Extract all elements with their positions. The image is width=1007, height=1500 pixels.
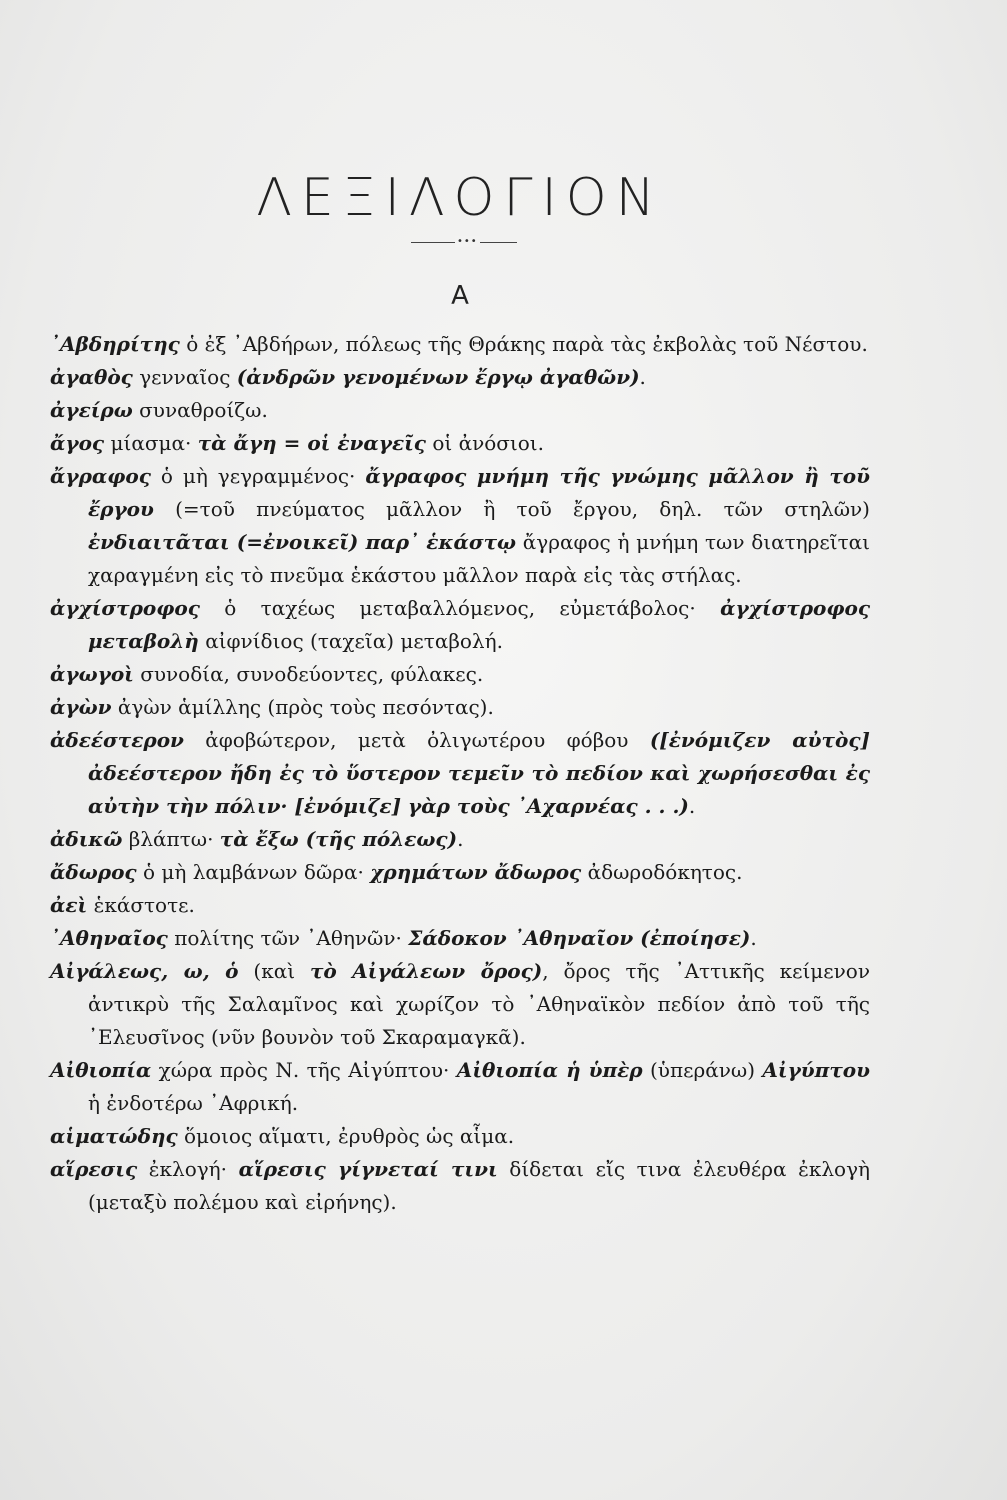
entry-term: ἀγὼν <box>50 695 112 719</box>
entry-definition: . <box>639 365 646 389</box>
glossary-entry <box>50 460 870 592</box>
entry-term: ἄδωρος <box>50 860 137 884</box>
entry-term: ἀδικῶ <box>50 827 123 851</box>
entry-term: τὰ ἔξω (τῆς πόλεως) <box>219 827 458 851</box>
glossary-entries <box>50 328 870 1219</box>
entry-definition: ὁ ταχέως μεταβαλλόμενος, εὐμετάβολος· <box>199 596 721 620</box>
entry-term: (ἀνδρῶν γενομένων ἔργῳ ἀγαθῶν) <box>236 365 640 389</box>
entry-term: ἀγαθὸς <box>50 365 133 389</box>
glossary-entry <box>50 955 870 1054</box>
entry-definition: . <box>750 926 757 950</box>
entry-definition: ἄγραφος ἡ μνήμη των διατηρεῖται χαραγμένη εἰς τὸ πνεῦμα ἑκάστου μᾶλλον παρὰ εἰς τὰς στήλας. <box>88 530 870 587</box>
entry-definition: βλάπτω· <box>122 827 220 851</box>
entry-definition: (=τοῦ πνεύματος μᾶλλον ἢ τοῦ ἔργου, δηλ. τῶν στηλῶν) <box>153 497 870 521</box>
glossary-entry <box>50 922 870 955</box>
glossary-entry <box>50 1054 870 1120</box>
entry-definition: ἡ ἐνδοτέρω ᾿Αφρική. <box>88 1091 299 1115</box>
glossary-entry <box>50 889 870 922</box>
glossary-entry <box>50 691 870 724</box>
entry-definition: χώρα πρὸς Ν. τῆς Αἰγύπτου· <box>151 1058 457 1082</box>
glossary-entry <box>50 856 870 889</box>
entry-definition: ὁ μὴ γεγραμμένος· <box>150 464 366 488</box>
glossary-entry <box>50 328 870 361</box>
entry-definition: ἐκλογή· <box>137 1157 239 1181</box>
entry-definition: συνοδία, συνοδεύοντες, φύλακες. <box>133 662 484 686</box>
entry-definition: πολίτης τῶν ᾿Αθηνῶν· <box>167 926 409 950</box>
entry-term: χρημάτων ἄδωρος <box>370 860 582 884</box>
entry-term: ἀεὶ <box>50 893 88 917</box>
entry-definition: ἀδωροδόκητος. <box>581 860 743 884</box>
glossary-entry <box>50 361 870 394</box>
entry-definition: ἑκάστοτε. <box>87 893 195 917</box>
entry-term: ἀγχίστροφος μεταβολὴ <box>88 596 870 653</box>
entry-definition: . <box>688 794 696 818</box>
entry-term: Αἰθιοπία <box>50 1058 152 1082</box>
entry-definition: ὁ μὴ λαμβάνων δῶρα· <box>136 860 371 884</box>
entry-definition: (ὑπεράνω) <box>642 1058 763 1082</box>
entry-term: αἵρεσις <box>50 1157 138 1181</box>
entry-term: τὸ Αἰγάλεων ὄρος) <box>309 959 543 983</box>
page-title: ΛΕΞΙΛΟΓΙΟΝ <box>256 168 664 228</box>
entry-term: αἱματώδης <box>50 1124 178 1148</box>
entry-term: ([ἐνόμιζεν αὐτὸς] ἀδεέστερον ἤδη ἐς τὸ ὕστερον τεμεῖν τὸ πεδίον καὶ χωρήσεσθαι ἐς αὐτὴν τὴν πόλιν· [ἐνόμιζε] γὰρ τοὺς ᾿Αχαρνέας . . .) <box>88 728 870 818</box>
entry-definition: . <box>457 827 464 851</box>
entry-term: Αἰγάλεως, ω, ὁ <box>50 959 239 983</box>
entry-definition: γενναῖος <box>132 365 237 389</box>
entry-term: ἄγος <box>50 431 105 455</box>
entry-definition: ὅμοιος αἵματι, ἐρυθρὸς ὡς αἷμα. <box>177 1124 515 1148</box>
glossary-entry <box>50 1153 870 1219</box>
entry-definition: ( <box>238 959 262 983</box>
entry-term: ἀγείρω <box>50 398 133 422</box>
ornament-dots: ••• <box>457 236 478 247</box>
entry-definition: οἱ ἀνόσιοι. <box>425 431 545 455</box>
entry-term: Αἰθιοπία ἡ ὑπὲρ <box>456 1058 643 1082</box>
entry-term: αἵρεσις γίγνεταί τινι <box>238 1157 498 1181</box>
entry-term: ᾿Αθηναῖος <box>50 926 168 950</box>
entry-definition: μίασμα· <box>104 431 198 455</box>
entry-term: ἄγραφος <box>50 464 151 488</box>
entry-term: ἀγχίστροφος <box>50 596 200 620</box>
title-ornament-rule <box>411 236 517 247</box>
entry-term: ἄγραφος μνήμη τῆς γνώμης μᾶλλον ἢ τοῦ ἔργου <box>88 464 870 521</box>
entry-term: ἀγωγοὶ <box>50 662 134 686</box>
entry-definition: ἀγὼν ἁμίλλης (πρὸς τοὺς πεσόντας). <box>111 695 494 719</box>
entry-definition: , ὄρος τῆς ᾿Αττικῆς κείμενον ἀντικρὺ τῆς Σαλαμῖνος καὶ χωρίζον τὸ ᾿Αθηναϊκὸν πεδίον ἀπὸ τοῦ τῆς ᾿Ελευσῖνος (νῦν βουνὸν τοῦ Σκαραμαγκᾶ). <box>88 959 870 1049</box>
glossary-entry <box>50 724 870 823</box>
entry-definition: δίδεται εἴς τινα ἐλευθέρα ἐκλογὴ (μεταξὺ πολέμου καὶ εἰρήνης). <box>88 1157 871 1214</box>
entry-term: ἀδεέστερον <box>50 728 184 752</box>
entry-definition: ἀφοβώτερον, μετὰ ὀλιγωτέρου φόβου <box>183 728 650 752</box>
entry-definition: συναθροίζω. <box>132 398 268 422</box>
glossary-entry <box>50 592 870 658</box>
entry-definition: ὁ ἐξ ᾿Αβδήρων, πόλεως τῆς Θράκης παρὰ τὰς ἐκβολὰς τοῦ Νέστου. <box>179 332 868 356</box>
glossary-entry <box>50 427 870 460</box>
entry-term: τὰ ἄγη = οἱ ἐναγεῖς <box>197 431 426 455</box>
entry-term: Σάδοκον ᾿Αθηναῖον (ἐποίησε) <box>408 926 751 950</box>
entry-definition: αἰφνίδιος (ταχεῖα) μεταβολή. <box>198 629 503 653</box>
section-letter: Α <box>451 281 469 311</box>
glossary-entry <box>50 658 870 691</box>
entry-term: Αἰγύπτου <box>762 1058 870 1082</box>
entry-term: ᾿Αβδηρίτης <box>50 332 180 356</box>
entry-term: ἐνδιαιτᾶται (=ἐνοικεῖ) παρ᾿ ἑκάστῳ <box>88 530 517 554</box>
glossary-entry <box>50 1120 870 1153</box>
entry-definition: καὶ <box>261 959 310 983</box>
glossary-entry <box>50 394 870 427</box>
glossary-entry <box>50 823 870 856</box>
